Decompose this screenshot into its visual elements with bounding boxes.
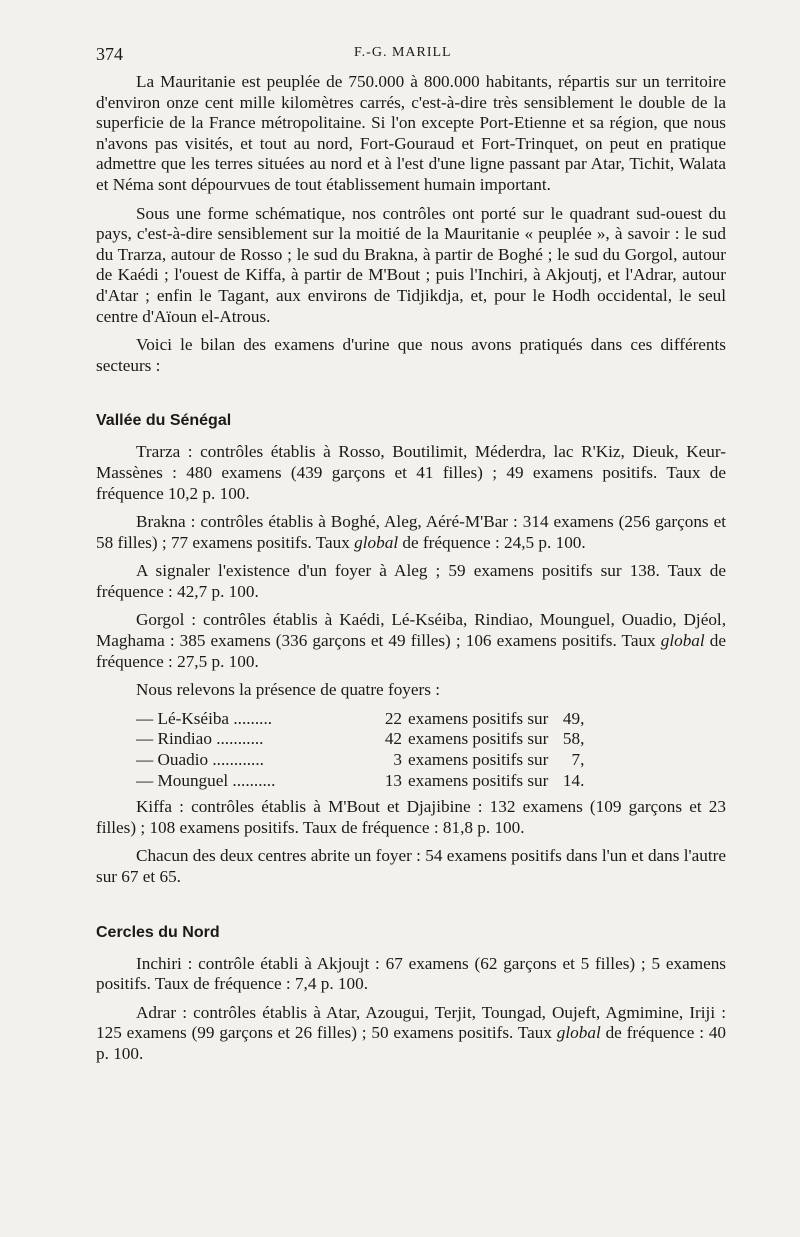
document-page [96,44,726,1073]
text-run: de fréquence : 40 p. 100. [96,1023,727,1063]
intro-paragraph-3: Voici le bilan des examens d'urine que nous avons pratiqués dans ces différents secteurs : [96,335,726,375]
list-item [136,729,726,750]
foyer-count: 42 [384,729,402,749]
foyer-count: 13 [384,770,402,790]
paragraph-kiffa: Kiffa : contrôles établis à M'Bout et Djajibine : 132 examens (109 garçons et 23 filles) ; 108 examens positifs. Taux de fréquence : 81,8 p. 100. [96,797,726,837]
intro-paragraph-2: Sous une forme schématique, nos contrôles ont porté sur le quadrant sud-ouest du pays, c'est-à-dire sensiblement sur la moitié de la Mauritanie « peuplée », à savoir : le sud du Trarza, autour de Rosso ; le sud du Brakna, à partir de Boghé ; le sud du Gorgol, autour de Kaédi ; l'ouest de Kiffa, à partir de M'Bout ; puis l'Inchiri, à Akjoutj, et l'Adrar, autour d'Atar ; enfin le Tagant, aux environs de Tidjikdja, et, pour le Hodh occidental, le seul centre d'Aïoun el-Atrous. [96,203,726,326]
foyer-mid: examens positifs sur [408,770,549,790]
foyer-total: 58, [562,729,585,749]
foyer-total: 7, [571,750,585,770]
foyer-name: — Lé-Kséiba ......... [136,708,273,728]
paragraph-trarza: Trarza : contrôles établis à Rosso, Boutilimit, Méderdra, lac R'Kiz, Dieuk, Keur-Massènes : 480 examens (439 garçons et 41 filles) ; 49 examens positifs. Taux de fréquence 10,2 p. 100. [96,442,726,503]
foyers-list [136,709,726,791]
list-item [136,709,726,730]
paragraph-centres: Chacun des deux centres abrite un foyer : 54 examens positifs dans l'un et dans l'autre sur 67 et 65. [96,846,726,886]
paragraph-gorgol [96,610,726,672]
paragraph-adrar [96,1003,726,1065]
foyer-name: — Mounguel .......... [136,770,276,790]
foyer-total: 14. [562,770,585,790]
text-run: Brakna : contrôles établis à Boghé, Aleg, Aéré-M'Bar : 314 examens (256 garçons et 58 filles) ; 77 examens positifs. Taux [96,512,726,552]
intro-paragraph-1: La Mauritanie est peuplée de 750.000 à 800.000 habitants, répartis sur un territoire d'environ onze cent mille kilomètres carrés, c'est-à-dire très sensiblement le double de la superficie de la France métropolitaine. Si l'on excepte Port-Etienne et sa région, que nous n'avons pas visités, et tout au nord, Fort-Gouraud et Fort-Trinquet, on peut en pratique admettre que les terres situées au nord et à l'est d'une ligne passant par Atar, Tichit, Walata et Néma sont dépourvues de tout établissement humain important. [96,72,726,194]
foyer-count: 3 [393,750,402,770]
foyer-text [408,709,584,730]
paragraph-aleg: A signaler l'existence d'un foyer à Aleg ; 59 examens positifs sur 138. Taux de fréquence : 42,7 p. 100. [96,561,726,601]
italic-word: global [660,631,705,651]
italic-word: global [354,532,399,552]
foyer-mid: examens positifs sur [408,708,549,728]
paragraph-inchiri: Inchiri : contrôle établi à Akjoujt : 67 examens (62 garçons et 5 filles) ; 5 examens positifs. Taux de fréquence : 7,4 p. 100. [96,953,726,994]
section-title-vallee-senegal: Vallée du Sénégal [96,412,232,430]
page-number: 374 [96,44,123,64]
page-header [96,44,726,72]
section-title-cercles-nord: Cercles du Nord [96,923,220,941]
foyer-text [408,729,584,750]
text-run: Gorgol : contrôles établis à Kaédi, Lé-Kséiba, Rindiao, Mounguel, Ouadio, Djéol, Maghama : 385 examens (336 garçons et 49 filles) ; 106 examens positifs. Taux [96,610,726,651]
foyer-mid: examens positifs sur [408,750,549,770]
foyer-total: 49, [562,708,585,728]
paragraph-brakna [96,512,726,553]
foyer-name: — Ouadio ............ [136,750,264,770]
list-item [136,750,726,771]
foyer-name: — Rindiao ........... [136,729,264,749]
paragraph-foyers-intro: Nous relevons la présence de quatre foyers : [136,680,441,700]
list-item [136,771,726,792]
text-run: Adrar : contrôles établis à Atar, Azougui, Terjit, Toungad, Oujeft, Agmimine, Iriji : 125 examens (99 garçons et 26 filles) ; 50 examens positifs. Taux [96,1002,726,1043]
foyer-text [408,750,584,771]
running-head: F.-G. MARILL [354,45,452,60]
foyer-text [408,771,584,792]
foyer-count: 22 [384,708,402,728]
text-run: de fréquence : 27,5 p. 100. [96,631,727,671]
italic-word: global [556,1023,601,1043]
text-run: de fréquence : 24,5 p. 100. [398,532,586,552]
foyer-mid: examens positifs sur [408,729,549,749]
